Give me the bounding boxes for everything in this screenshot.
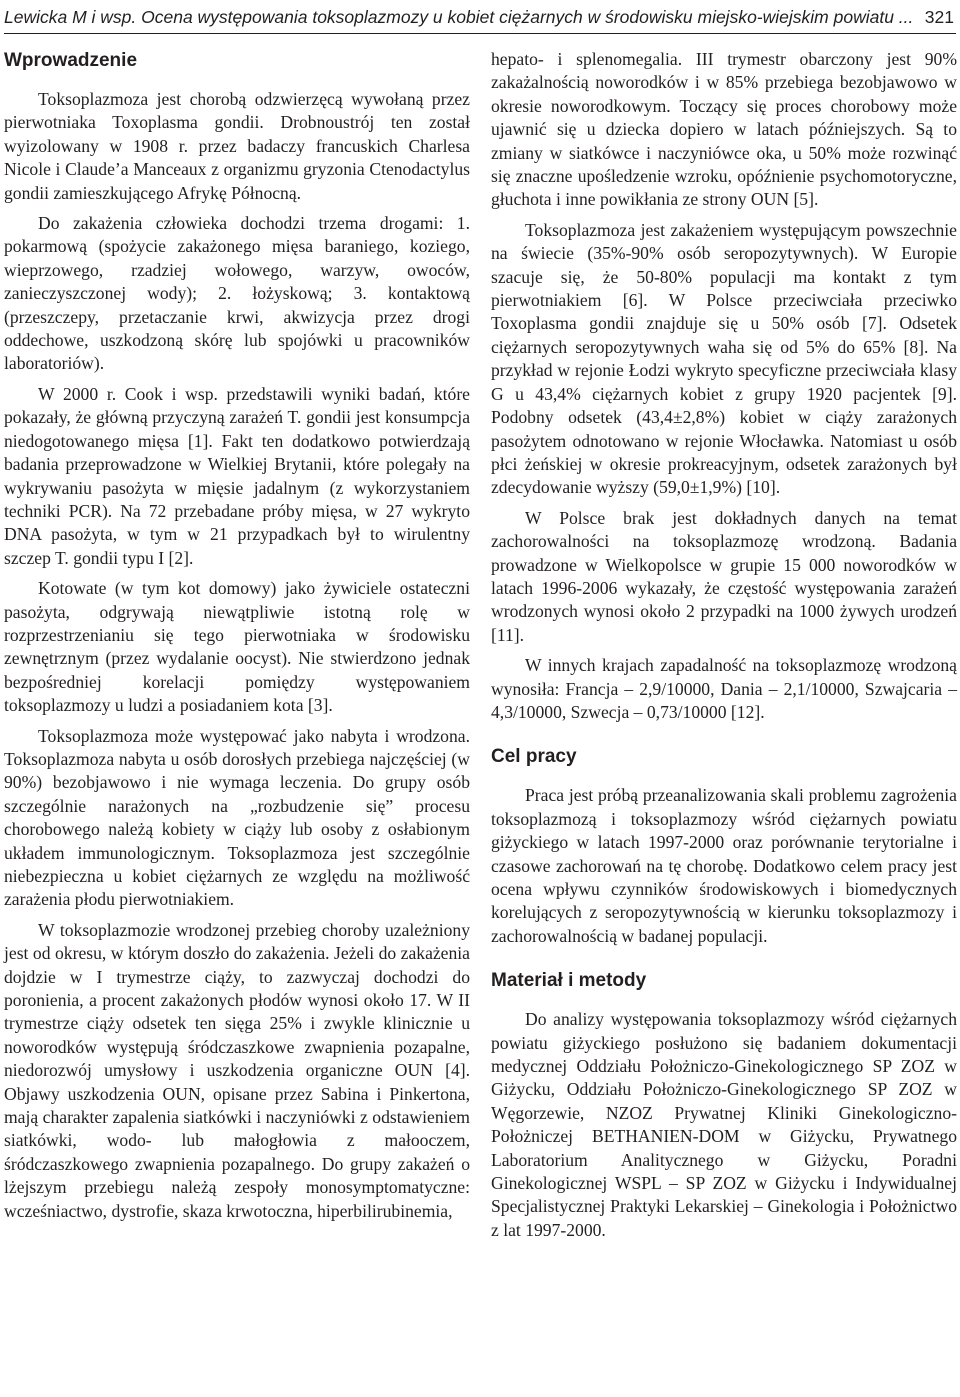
paragraph: W 2000 r. Cook i wsp. przedstawili wyniki badań, które pokazały, że główną przyczyną zarażeń T. gondii jest konsumpcja niedogotowanego mięsa [1]. Fakt ten dodatkowo potwierdzają badania przeprowadzone w Wielkiej Brytanii, które polegały na wykrywaniu pasożyta w mięsie jadalnym (z wykorzystaniem techniki PCR). Na 72 przebadane próby mięsa, w 27 wykryto DNA pasożyta, w tym w 21 przypadkach był to wirulentny szczep T. gondii typu I [2]. [4,383,470,568]
section-title-introduction: Wprowadzenie [4,50,138,71]
left-column [4,48,470,1230]
paragraph: Kotowate (w tym kot domowy) jako żywiciele ostateczni pasożyta, odgrywają niewątpliwie istotną rolę w rozprzestrzenianiu się tego pierwotniaka w środowisku zewnętrznym (przez wydalanie oocyst). Nie stwierdzono jednak bezpośredniej korelacji pomiędzy występowaniem toksoplazmozy u ludzi a posiadaniem kota [3]. [4,578,470,716]
header-rule [4,33,956,34]
section-title-aim: Cel pracy [491,746,577,768]
paragraph: W Polsce brak jest dokładnych danych na temat zachorowalności na toksoplazmozę wrodzoną. Badania prowadzone w Wielkopolsce w grupie 15 000 noworodków w latach 1996-2006 wykazały, że częstość występowania zarażeń wrodzonych wynosi około 2 przypadki na 1000 żywych urodzeń [11]. [491,507,957,645]
paragraph: W innych krajach zapadalność na toksoplazmozę wrodzoną wynosiła: Francja – 2,9/10000, Dania – 2,1/10000, Szwajcaria – 4,3/10000, Szwecja – 0,73/10000 [12]. [491,655,957,722]
page-number: 321 [924,7,954,27]
paragraph: Toksoplazmoza jest chorobą odzwierzęcą wywołaną przez pierwotniaka Toxoplasma gondii. Drobnoustrój ten został wyizolowany w 1908 r. przez badaczy francuskich Charlesa Nicole i Claude’a Manceaux z organizmu gryzonia Ctenodactylus gondii zamieszkującego Afrykę Północną. [4,89,470,203]
paragraph: Praca jest próbą przeanalizowania skali problemu zagrożenia toksoplazmozą i toksoplazmozy wśród ciężarnych powiatu giżyckiego w latach 1997-2000 oraz porównanie terytorialne i czasowe zachorowań na tę chorobę. Dodatkowo celem pracy jest ocena wpływu czynników środowiskowych i biomedycznych korelujących z seropozytywnością w kierunku toksoplazmozy i zachorowalnością w badanej populacji. [491,785,957,946]
section-title-methods: Materiał i metody [491,970,647,992]
running-title: Lewicka M i wsp. Ocena występowania toksoplazmozy u kobiet ciężarnych w środowisku miejsko-wiejskim powiatu ... [4,7,914,27]
paragraph: Do zakażenia człowieka dochodzi trzema drogami: 1. pokarmową (spożycie zakażonego mięsa baraniego, koziego, wieprzowego, rzadziej wołowego, warzyw, owoców, zanieczyszczonej wody); 2. łożyskową; 3. kontaktową (przeszczepy, przetaczanie krwi, akwizycja przez drogi oddechowe, uszkodzoną skórę lub spojówki u pracowników laboratoriów). [4,213,470,374]
paragraph: Toksoplazmoza może występować jako nabyta i wrodzona. Toksoplazmoza nabyta u osób dorosłych przebiega najczęściej (w 90%) bezobjawowo i nie wymaga leczenia. Do grupy osób szczególnie narażonych na „rozbudzenie się” procesu chorobowego należą kobiety w ciąży lub osoby z osłabionym układem immunologicznym. Toksoplazmoza jest szczególnie niebezpieczna u kobiet ciężarnych ze względu na możliwość zarażenia płodu pierwotniakiem. [4,725,470,910]
right-column [491,48,957,1249]
running-header [4,4,954,30]
paragraph: hepato- i splenomegalia. III trymestr obarczony jest 90% zakażalnością noworodków i w 85% przebiega bezobjawowo w okresie noworodkowym. Toczący się proces chorobowy może ujawnić się u dziecka dopiero w latach późniejszych. Są to zmiany w siatkówce i naczyniówce oka, u 50% może rozwinąć się znaczne upośledzenie wzroku, opóźnienie psychomotoryczne, głuchota i inne powikłania ze strony OUN [5]. [491,49,957,210]
paragraph: Do analizy występowania toksoplazmozy wśród ciężarnych powiatu giżyckiego posłużono się badaniem dokumentacji medycznej Oddziału Położniczo-Ginekologicznego SP ZOZ w Giżycku, Oddziału Położniczo-Ginekologicznego SP ZOZ w Węgorzewie, NZOZ Prywatnej Kliniki Ginekologiczno-Położniczej BETHANIEN-DOM w Giżycku, Prywatnego Laboratorium Analitycznego w Giżycku, Poradni Ginekologicznej WSPL – SP ZOZ w Giżycku i Indywidualnej Specjalistycznej Praktyki Lekarskiej – Ginekologia i Położnictwo z lat 1997-2000. [491,1009,957,1240]
paragraph: W toksoplazmozie wrodzonej przebieg choroby uzależniony jest od okresu, w którym doszło do zakażenia. Jeżeli do zakażenia dojdzie w I trymestrze ciąży, to zazwyczaj dochodzi do poronienia, a procent zakażonych płodów wynosi około 17. W II trymestrze ciąży odsetek ten sięga 25% i zwykle klinicznie u noworodków występują śródczaszkowe zwapnienia pozapalne, niedorozwój umysłowy i uszkodzenia organiczne OUN [4]. Objawy uszkodzenia OUN, opisane przez Sabina i Pinkertona, mają charakter zapalenia siatkówki i naczyniówki z odstawieniem siatkówki, wodo- lub małogłowia z małooczem, śródczaszkowego zwapnienia pozapalnego. Do grupy zakażeń o lżejszym przebiegu należą zespoły monosymptomatyczne: wcześniactwo, dystrofie, skaza krwotoczna, hiperbilirubinemia, [4,919,470,1221]
paragraph: Toksoplazmoza jest zakażeniem występującym powszechnie na świecie (35%-90% osób seropozytywnych). W Europie szacuje się, że 50-80% populacji ma kontakt z tym pierwotniakiem [6]. W Polsce przeciwciała przeciwko Toxoplasma gondii znajduje się u 50% osób [7]. Odsetek ciężarnych seropozytywnych waha się od 5% do 65% [8]. Na przykład w rejonie Łodzi wykryto specyficzne przeciwciała klasy G u 43,4% ciężarnych kobiet z grupy 1920 pacjentek [9]. Podobny odsetek (43,4±2,8%) kobiet w ciąży zarażonych pasożytem odnotowano w rejonie Włocławka. Natomiast u osób płci żeńskiej w okresie prokreacyjnym, odsetek zarażonych był zdecydowanie wyższy (59,0±1,9%) [10]. [491,219,957,498]
